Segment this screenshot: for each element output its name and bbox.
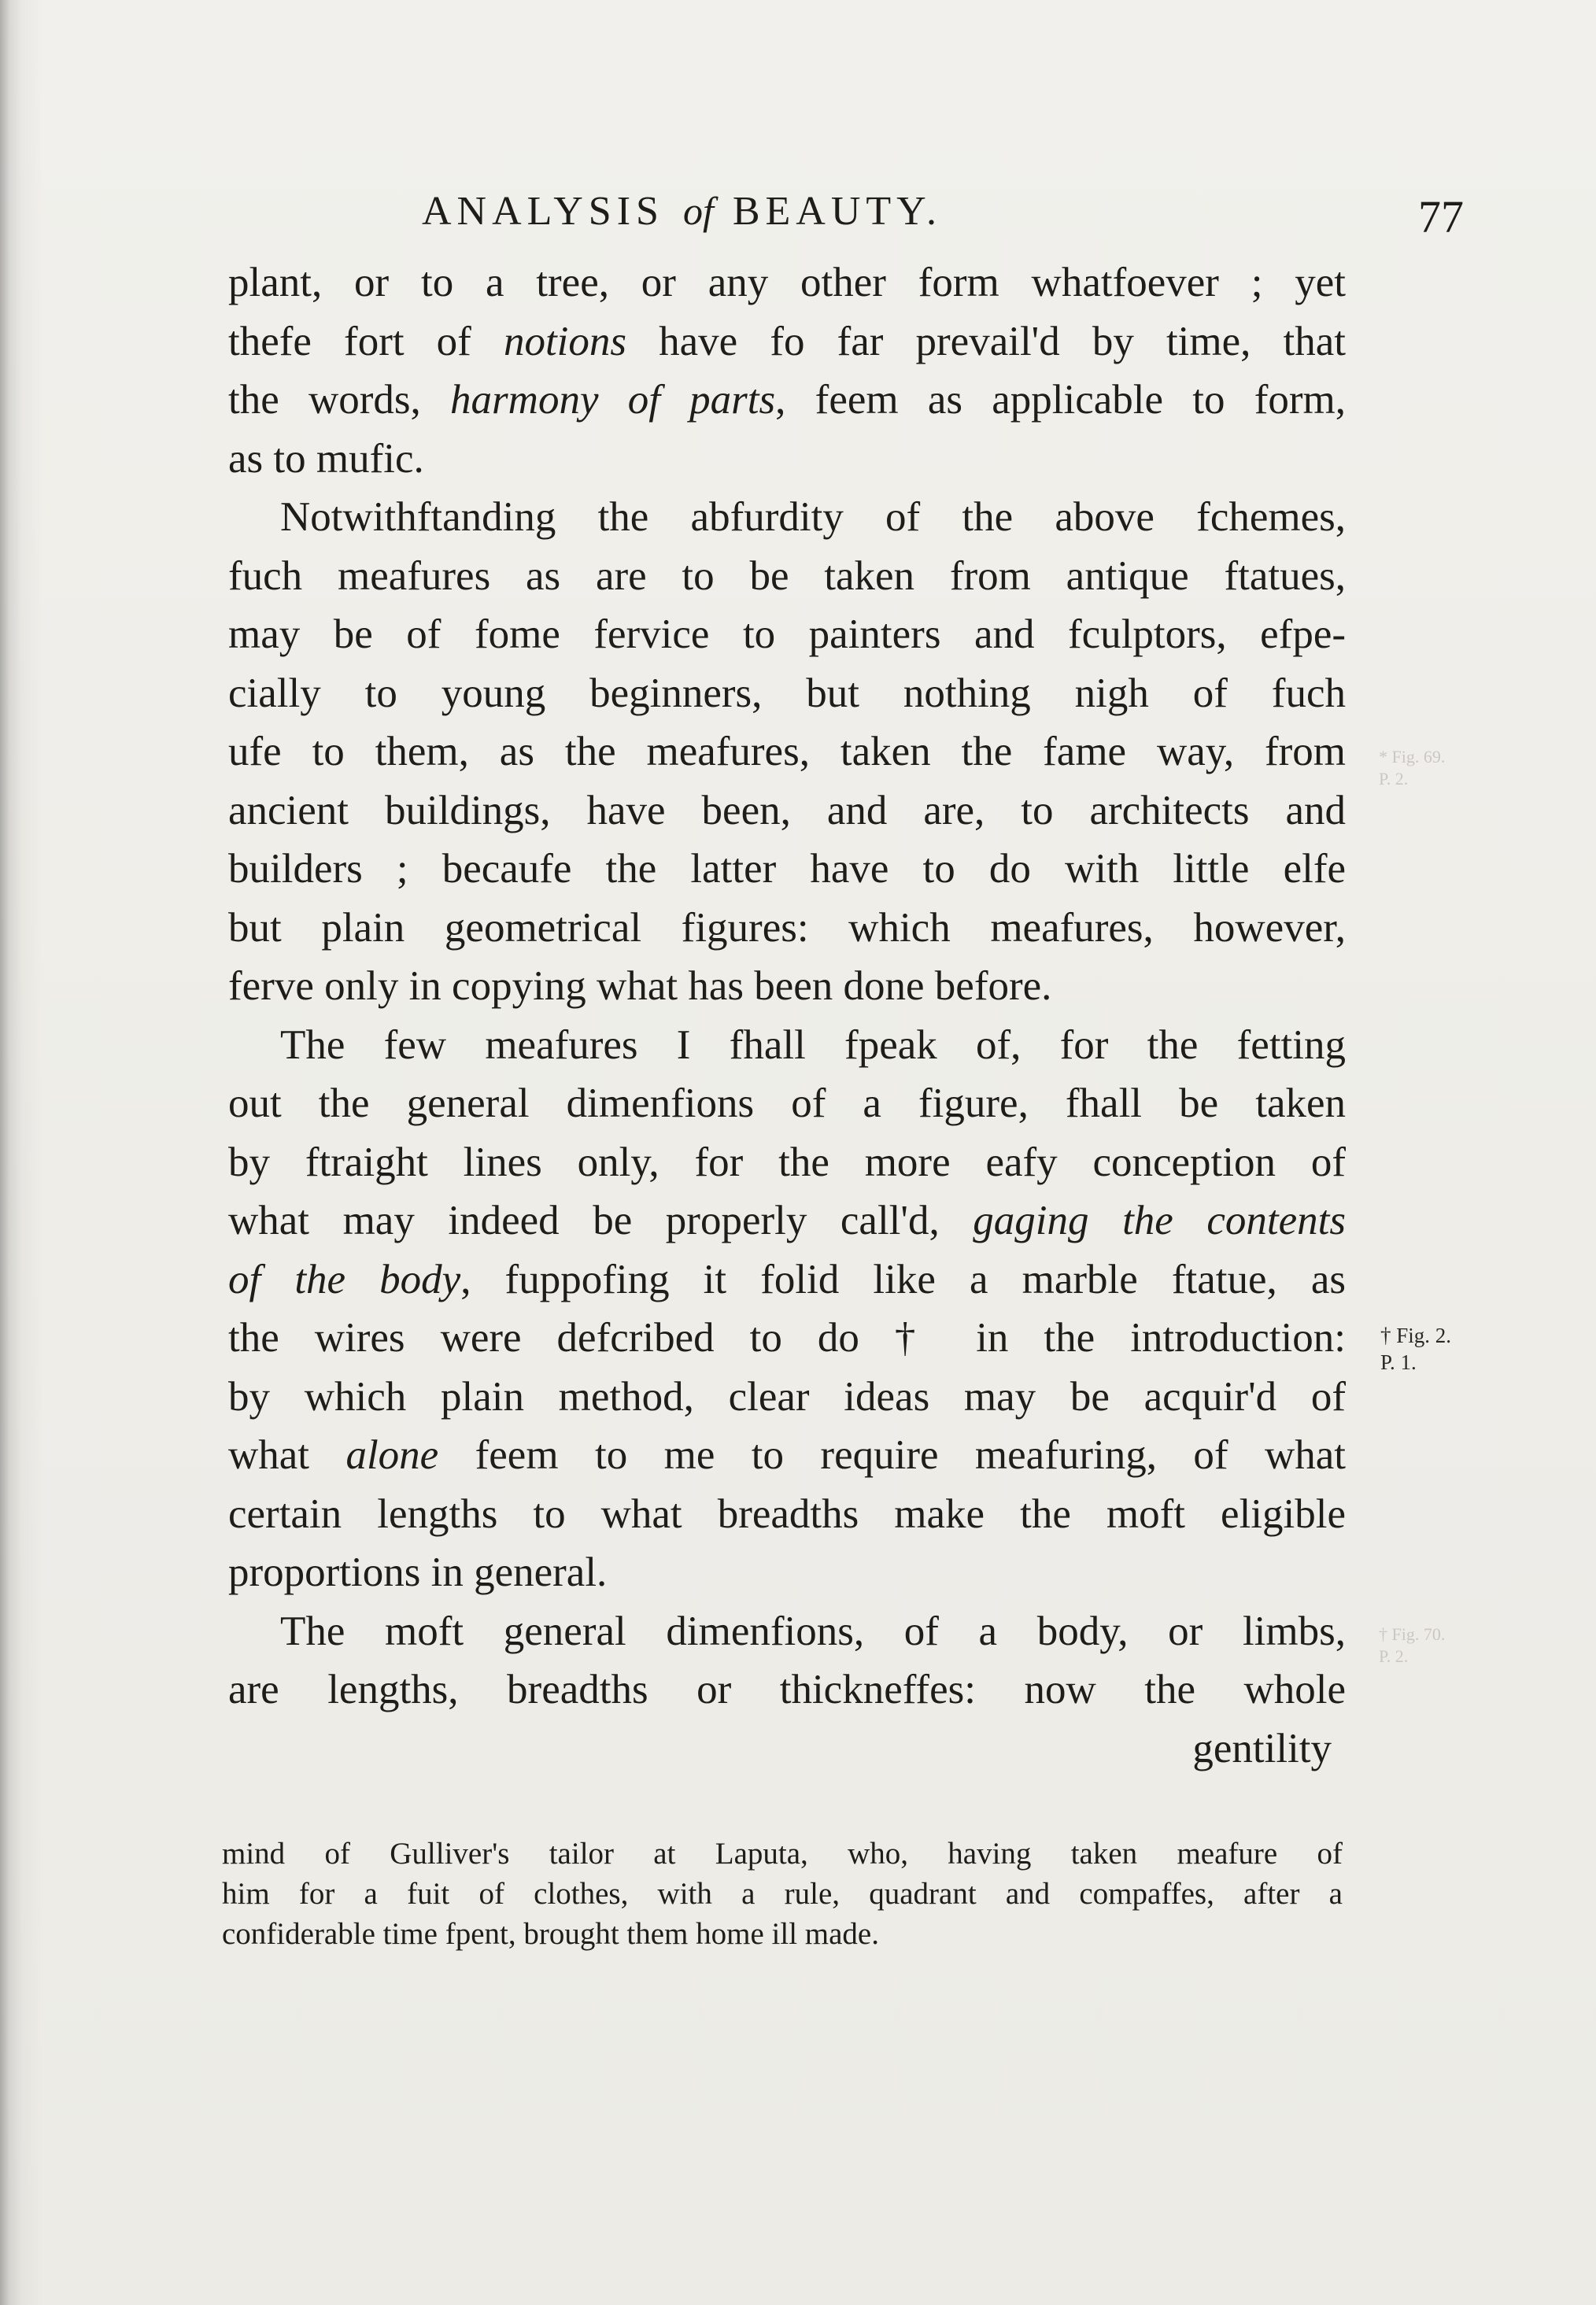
text-line: what alone feem to me to require meafuring, of what	[228, 1432, 1346, 1478]
text-line: are lengths, breadths or thickneffes: now the whole	[228, 1667, 1346, 1712]
text-line: what may indeed be properly call'd, gaging the contents	[228, 1198, 1346, 1243]
text-line: by ftraight lines only, for the more eafy conception of	[228, 1139, 1346, 1185]
margin-note-fig-2: † Fig. 2. P. 1.	[1380, 1324, 1452, 1374]
footnote-line: confiderable time fpent, brought them home ill made.	[222, 1917, 879, 1951]
title-part-of: of	[682, 189, 714, 233]
show-through-margin-note: † Fig. 70. P. 2.	[1379, 1624, 1446, 1666]
text-line: builders ; becaufe the latter have to do with little elfe	[228, 846, 1346, 892]
text-line: of the body, fuppofing it folid like a marble ftatue, as	[228, 1256, 1346, 1302]
text-line: plant, or to a tree, or any other form whatfoever ; yet	[228, 260, 1346, 305]
text-line: the words, harmony of parts, feem as applicable to form,	[228, 377, 1346, 423]
main-text	[228, 253, 1346, 1778]
text-line: cially to young beginners, but nothing nigh of fuch	[228, 670, 1346, 716]
text-line: fuch meafures as are to be taken from antique ftatues,	[228, 552, 1346, 599]
footnote-line: him for a fuit of clothes, with a rule, quadrant and compaffes, after a	[222, 1877, 1343, 1911]
text-line: as to mufic.	[228, 435, 424, 482]
show-through-margin-note: * Fig. 69. P. 2.	[1379, 747, 1446, 789]
text-line: ancient buildings, have been, and are, to architects and	[228, 787, 1346, 833]
text-line: the wires were defcribed to do † in the introduction:	[228, 1315, 1346, 1361]
page-number: 77	[1418, 191, 1464, 242]
text-line: certain lengths to what breadths make the moft eligible	[228, 1490, 1346, 1537]
page-title	[422, 179, 942, 243]
catchword: gentility	[1192, 1725, 1332, 1771]
text-line: by which plain method, clear ideas may be acquir'd of	[228, 1373, 1346, 1420]
text-line: thefe fort of notions have fo far prevail'd by time, that	[228, 318, 1346, 364]
text-line: but plain geometrical figures: which meafures, however,	[228, 904, 1346, 951]
running-head	[0, 179, 1596, 242]
text-line: The few meafures I fhall fpeak of, for the fetting	[280, 1021, 1346, 1068]
text-line: ferve only in copying what has been done before.	[228, 963, 1052, 1009]
text-line: The moft general dimenfions, of a body, or limbs,	[280, 1608, 1346, 1654]
footnote-line: mind of Gulliver's tailor at Laputa, who, having taken meafure of	[222, 1837, 1343, 1871]
footnote	[222, 1834, 1343, 1954]
title-part-analysis: ANALYSIS	[422, 189, 664, 234]
text-line: proportions in general.	[228, 1550, 608, 1595]
text-line: Notwithftanding the abfurdity of the above fchemes,	[280, 494, 1346, 540]
text-line: may be of fome fervice to painters and fculptors, efpe-	[228, 611, 1346, 657]
text-line: ufe to them, as the meafures, taken the fame way, from	[228, 729, 1346, 774]
text-line: out the general dimenfions of a figure, fhall be taken	[228, 1080, 1346, 1126]
title-part-beauty: BEAUTY.	[732, 189, 943, 234]
